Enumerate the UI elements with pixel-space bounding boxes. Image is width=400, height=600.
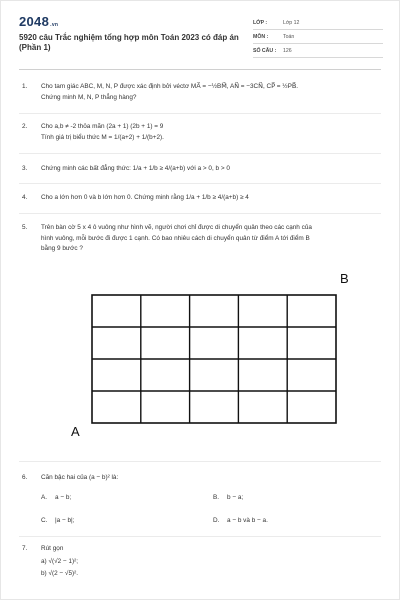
question-number: 4. (22, 194, 28, 201)
option-letter: B. (213, 494, 220, 501)
question-text: Cho a lớn hơn 0 và b lớn hơn 0. Chứng minh rằng 1/a + 1/b ≥ 4/(a+b) ≥ 4 (41, 194, 249, 201)
option-text: a − b; (55, 494, 72, 501)
question-6 (19, 473, 381, 484)
option-letter: C. (41, 517, 48, 524)
option-b (213, 494, 243, 501)
point-b-label: B (340, 271, 349, 286)
option-text: |a − b|; (55, 517, 75, 524)
question-line: Cho a,b ≠ -2 thỏa mãn (2a + 1) (2b + 1) = 9 (41, 123, 164, 130)
meta-table (253, 16, 383, 58)
option-letter: D. (213, 517, 220, 524)
question-number: 1. (22, 83, 28, 90)
sub-question-b: b) √(2 − √5)². (41, 570, 79, 577)
question-line: bằng 9 bước ? (41, 245, 83, 252)
option-text: b − a; (227, 494, 244, 501)
question-text (41, 82, 381, 103)
logo-suffix: .vn (50, 22, 59, 28)
question-number: 2. (22, 123, 28, 130)
question-1 (19, 82, 381, 104)
question-2 (19, 122, 381, 144)
question-text (41, 223, 381, 255)
question-text (41, 122, 381, 143)
question-line: Tính giá trị biểu thức M = 1/(a+2) + 1/(b+2). (41, 133, 164, 141)
question-text: Căn bậc hai của (a − b)² là: (41, 474, 119, 481)
option-c (41, 517, 75, 524)
question-text: Chứng minh các bất đẳng thức: 1/a + 1/b ≥ 4/(a+b) với a > 0, b > 0 (41, 165, 230, 172)
question-divider (19, 183, 381, 184)
meta-row-class (253, 16, 383, 30)
question-divider (19, 153, 381, 154)
question-divider (19, 536, 381, 537)
chessboard-grid (91, 294, 337, 424)
meta-value: 126 (283, 47, 292, 54)
option-text: a − b và b − a. (227, 517, 268, 524)
site-logo[interactable] (19, 14, 58, 29)
point-a-label: A (71, 424, 80, 439)
meta-row-count (253, 44, 383, 58)
option-d (213, 517, 268, 524)
question-number: 6. (22, 474, 28, 481)
question-number: 5. (22, 224, 28, 231)
question-7 (19, 544, 381, 555)
sub-question-a: a) √(√2 − 1)²; (41, 558, 79, 565)
header-divider (19, 69, 381, 70)
meta-value: Lớp 12 (283, 19, 300, 26)
option-a (41, 494, 71, 501)
document-title: 5920 câu Trắc nghiệm tổng hợp môn Toán 2023 có đáp án (Phần 1) (19, 33, 239, 52)
meta-key: MÔN : (253, 33, 269, 40)
question-number: 7. (22, 545, 28, 552)
question-divider (19, 213, 381, 214)
question-3 (19, 164, 381, 175)
meta-row-subject (253, 30, 383, 44)
question-line: hình vuông, mỗi bước đi được 1 cạnh. Có bao nhiêu cách di chuyển quân từ điểm A tới điểm B (41, 234, 310, 242)
option-letter: A. (41, 494, 48, 501)
meta-key: SỐ CÂU : (253, 47, 277, 54)
question-number: 3. (22, 165, 28, 172)
question-5 (19, 223, 381, 256)
meta-key: LỚP : (253, 19, 268, 26)
meta-value: Toán (283, 33, 295, 40)
question-line: Cho tam giác ABC, M, N, P được xác định bởi véctơ MA⃗ = −½BM⃗, AN⃗ = −3CN⃗, CP⃗ = ½PB⃗. (41, 83, 299, 90)
logo-main: 2048 (19, 14, 50, 29)
question-line: Chứng minh M, N, P thẳng hàng? (41, 93, 137, 101)
question-divider (19, 113, 381, 114)
question-4 (19, 193, 381, 204)
question-line: Trên bàn cờ 5 x 4 ô vuông như hình vẽ, người chơi chỉ được di chuyển quân theo các cạnh của (41, 224, 312, 231)
question-divider (19, 461, 381, 462)
question-text: Rút gọn (41, 545, 64, 552)
